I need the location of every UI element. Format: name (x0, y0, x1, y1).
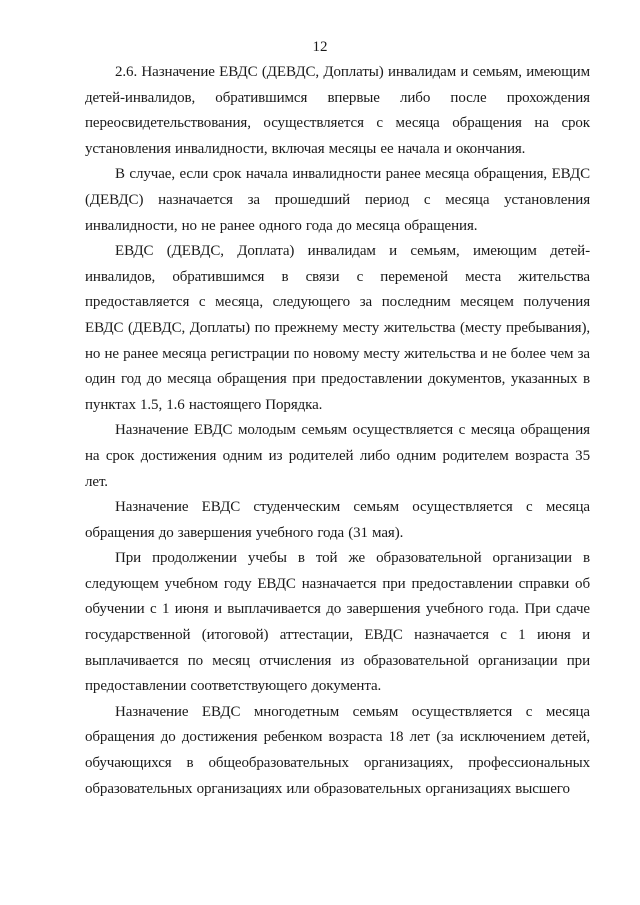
page-number: 12 (312, 39, 328, 55)
paragraph-change-residence: ЕВДС (ДЕВДС, Доплата) инвалидам и семьям, имеющим детей-инвалидов, обратившимся в связи с переменой места жительства предоставляется с месяца, следующего за последним месяцем получения ЕВДС (ДЕВДС, Доплаты) по прежнему месту жительства (месту пребывания), но не ранее месяца регистрации по новому месту жительства и не более чем за один год до месяца обращения при предоставлении документов, указанных в пунктах 1.5, 1.6 настоящего Порядка. (85, 243, 590, 413)
paragraph-young-families: Назначение ЕВДС молодым семьям осуществляется с месяца обращения на срок достижения одним из родителей либо одним родителем возраста 35 лет. (85, 422, 590, 490)
paragraph-student-families: Назначение ЕВДС студенческим семьям осуществляется с месяца обращения до завершения учебного года (31 мая). (85, 499, 590, 541)
paragraph-continued-study: При продолжении учебы в той же образовательной организации в следующем учебном году ЕВДС назначается при предоставлении справки об обучении с 1 июня и выплачивается до завершения учебного года. При сдаче государственной (итоговой) аттестации, ЕВДС назначается с 1 июня и выплачивается по месяц отчисления из образовательной организации при предоставлении соответствующего документа. (85, 550, 590, 695)
paragraph-disability-start: В случае, если срок начала инвалидности ранее месяца обращения, ЕВДС (ДЕВДС) назначается за прошедший период с месяца установления инвалидности, но не ранее одного года до месяца обращения. (85, 166, 590, 234)
body-text (85, 60, 590, 802)
paragraph-large-families: Назначение ЕВДС многодетным семьям осуществляется с месяца обращения до достижения ребенком возраста 18 лет (за исключением детей, обучающихся в общеобразовательных организациях, профессиональных образовательных организациях или образовательных организациях высшего (85, 703, 590, 797)
paragraph-2-6: 2.6. Назначение ЕВДС (ДЕВДС, Доплаты) инвалидам и семьям, имеющим детей-инвалидов, обратившимся впервые либо после прохождения переосвидетельствования, осуществляется с месяца обращения на срок установления инвалидности, включая месяцы ее начала и окончания. (85, 64, 590, 157)
